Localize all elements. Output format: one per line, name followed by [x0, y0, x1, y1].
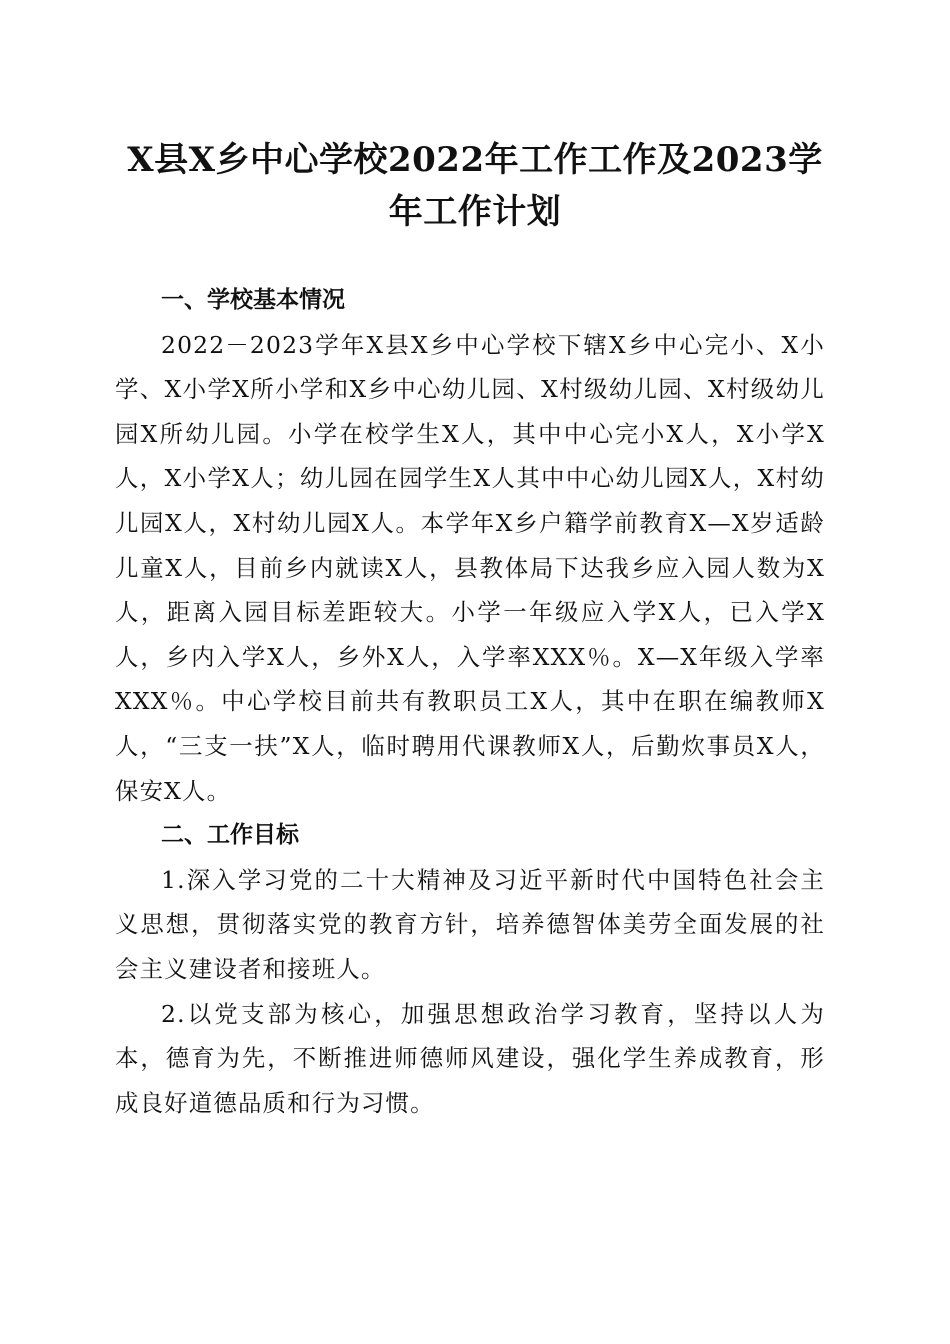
paragraph-goal-2: 2.以党支部为核心，加强思想政治学习教育，坚持以人为本，德育为先，不断推进师德师风建设，强化学生养成教育，形成良好道德品质和行为习惯。 [115, 999, 825, 1117]
paragraph-basic-info: 2022－2023学年X县X乡中心学校下辖X乡中心完小、X小学、X小学X所小学和X乡中心幼儿园、X村级幼儿园、X村级幼儿园X所幼儿园。小学在校学生X人，其中中心完小X人，X小学X人，X小学X人；幼儿园在园学生X人其中中心幼儿园X人，X村幼儿园X人，X村幼儿园X人。本学年X乡户籍学前教育X—X岁适龄儿童X人，目前乡内就读X人，县教体局下达我乡应入园人数为X人，距离入园目标差距较大。小学一年级应入学X人，已入学X人，乡内入学X人，乡外X人，入学率XXX％。X—X年级入学率XXX％。中心学校目前共有教职员工X人，其中在职在编教师X人，“三支一扶”X人，临时聘用代课教师X人，后勤炊事员X人，保安X人。 [115, 330, 825, 805]
section-heading-basic-info: 一、学校基本情况 [161, 287, 345, 313]
section-heading-work-goals: 二、工作目标 [161, 822, 299, 849]
document-body [115, 278, 825, 1125]
document-title: X县X乡中心学校2022年工作工作及2023学年工作计划 [127, 140, 823, 232]
paragraph-goal-1: 1.深入学习党的二十大精神及习近平新时代中国特色社会主义思想，贯彻落实党的教育方针，培养德智体美劳全面发展的社会主义建设者和接班人。 [115, 865, 825, 983]
